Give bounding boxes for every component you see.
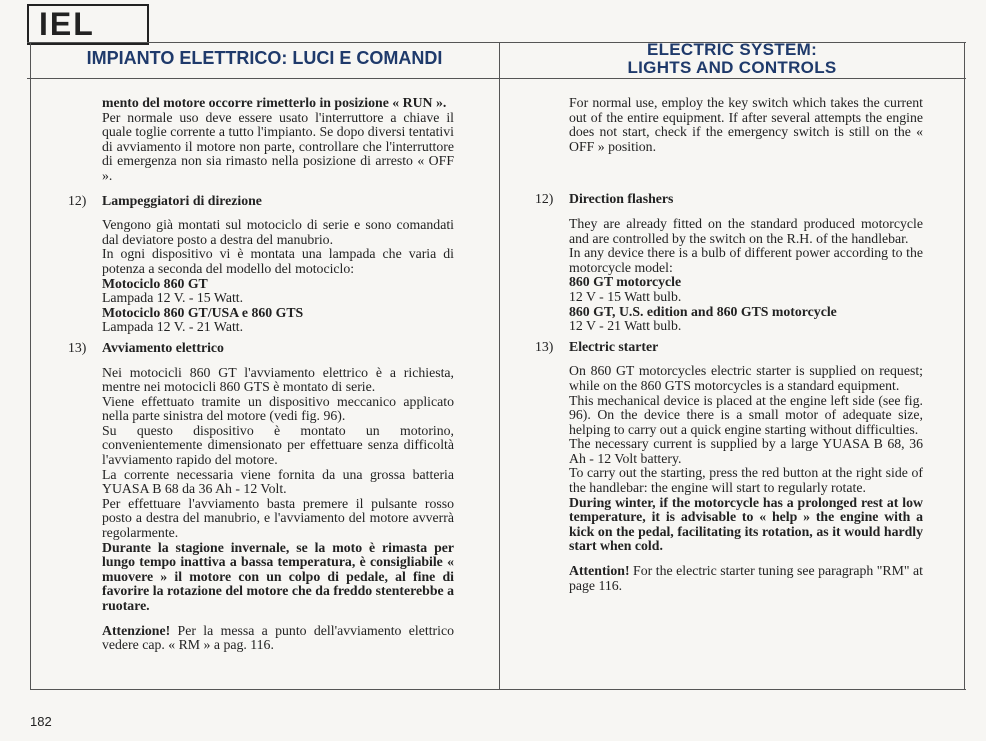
en-s13-p1: On 860 GT motorcycles electric starter is supplied on request; while on the 860 GTS motorcycles is a standard equipment. xyxy=(569,363,923,393)
it-section-12-number: 12) xyxy=(68,192,87,208)
italian-column xyxy=(68,95,454,653)
it-attention xyxy=(102,624,454,653)
en-attention-label: Attention! xyxy=(569,563,630,579)
english-column xyxy=(535,95,923,593)
en-s13-p2: This mechanical device is placed at the engine left side (see fig. 96). On the device there is a small motor of adequate size, helping to carry out a quick engine starting without difficulties. xyxy=(569,392,923,437)
it-s12-model1: Motociclo 860 GT xyxy=(102,275,208,291)
it-s13-p5: Per effettuare l'avviamento basta premere il pulsante rosso posto a destra del manubrio, e l'avviamento del motore avverrà regolarmente. xyxy=(102,495,454,541)
it-attention-text: Per la messa a punto dell'avviamento elettrico vedere cap. « RM » a pag. 116. xyxy=(102,622,454,653)
it-section-13-title: Avviamento elettrico xyxy=(102,339,224,355)
en-s12-model2-value: 12 V - 21 Watt bulb. xyxy=(569,318,682,334)
en-attention-text: For the electric starter tuning see paragraph "RM" at page 116. xyxy=(569,563,923,593)
en-s13-p4: To carry out the starting, press the red button at the right side of the handlebar: the engine will start to regularly rotate. xyxy=(569,465,923,496)
en-s13-winter-note: During winter, if the motorcycle has a prolonged rest at low temperature, it is advisable to « help » the engine with a kick on the pedal, facilitating its rotation, as it would hardly start when cold. xyxy=(569,494,923,554)
heading-english xyxy=(500,41,964,77)
en-intro: For normal use, employ the key switch which takes the current out of the entire equipment. If after several attempts the engine does not start, check if the emergency switch is still on the « OFF » position. xyxy=(569,95,923,154)
it-s13-winter-note: Durante la stagione invernale, se la moto è rimasta per lungo tempo inattiva a bassa temperatura, è consigliabile « muovere » il motore con un colpo di pedale, al fine di favorire la rotazione del motore che da freddo stenterebbe a ruotare. xyxy=(102,539,454,613)
en-section-13-number: 13) xyxy=(535,338,554,354)
en-section-12-title: Direction flashers xyxy=(569,191,674,207)
it-s12-model2-value: Lampada 12 V. - 21 Watt. xyxy=(102,319,244,335)
page-number: 182 xyxy=(30,714,52,729)
it-s12-p2: In ogni dispositivo vi è montata una lampada che varia di potenza a seconda del modello del motociclo: xyxy=(102,246,454,276)
it-s13-p2: Viene effettuato tramite un dispositivo meccanico applicato nella parte sinistra del motore (vedi fig. 96). xyxy=(102,393,454,424)
it-section-13-heading xyxy=(68,339,454,356)
it-s13-p4: La corrente necessaria viene fornita da una grossa batteria YUASA B 68 da 36 Ah - 12 Volt. xyxy=(102,466,454,497)
en-s12-model1-value: 12 V - 15 Watt bulb. xyxy=(569,288,682,304)
heading-english-line1: ELECTRIC SYSTEM: xyxy=(646,40,818,59)
frame-right-rule xyxy=(964,42,965,690)
header-rule xyxy=(27,78,966,79)
en-s12-model1: 860 GT motorcycle xyxy=(569,274,682,290)
it-s12-p1: Vengono già montati sul motociclo di serie e sono comandati dal deviatore posto a destra del manubrio. xyxy=(102,217,454,247)
it-attention-label: Attenzione! xyxy=(102,622,171,638)
it-s12-model2: Motociclo 860 GT/USA e 860 GTS xyxy=(102,304,304,320)
en-s12-p2: In any device there is a bulb of different power according to the motorcycle model: xyxy=(569,245,923,275)
en-s12-model2: 860 GT, U.S. edition and 860 GTS motorcycle xyxy=(569,303,837,319)
en-attention xyxy=(569,564,923,593)
en-section-13-title: Electric starter xyxy=(569,338,659,354)
it-s13-p1: Nei motocicli 860 GT l'avviamento elettrico è a richiesta, mentre nei motocicli 860 GTS è montato di serie. xyxy=(102,364,454,395)
it-section-12-title: Lampeggiatori di direzione xyxy=(102,192,262,208)
heading-italian: IMPIANTO ELETTRICO: LUCI E COMANDI xyxy=(86,48,443,68)
en-s13-p3: The necessary current is supplied by a large YUASA B 68, 36 Ah - 12 Volt battery. xyxy=(569,436,923,466)
en-section-12-heading xyxy=(535,191,923,207)
en-s12-p1: They are already fitted on the standard produced motorcycle and are controlled by the switch on the R.H. of the handlebar. xyxy=(569,215,923,246)
it-section-13-number: 13) xyxy=(68,339,87,355)
en-section-13-heading xyxy=(535,338,923,355)
column-divider xyxy=(499,42,500,690)
it-s12-model1-value: Lampada 12 V. - 15 Watt. xyxy=(102,290,244,306)
section-tag: IEL xyxy=(27,4,149,45)
en-section-12-number: 12) xyxy=(535,191,554,207)
frame-bottom-rule xyxy=(30,689,966,690)
it-intro: Per normale uso deve essere usato l'interruttore a chiave il quale toglie corrente a tutto l'impianto. Se dopo diversi tentativi di avviamento il motore non parte, controllare che l'interruttore di emergenza non sia rimasto nella posizione di arresto « OFF ». xyxy=(102,109,454,183)
it-intro-bold: mento del motore occorre rimetterlo in posizione « RUN ». xyxy=(102,95,447,110)
it-section-12-heading xyxy=(68,192,454,209)
heading-english-line2: LIGHTS AND CONTROLS xyxy=(627,58,837,77)
frame-left-rule xyxy=(30,42,31,690)
it-s13-p3: Su questo dispositivo è montato un motorino, convenientemente dimensionato per effettuare senza difficoltà l'avviamento rapido del motore. xyxy=(102,422,454,468)
